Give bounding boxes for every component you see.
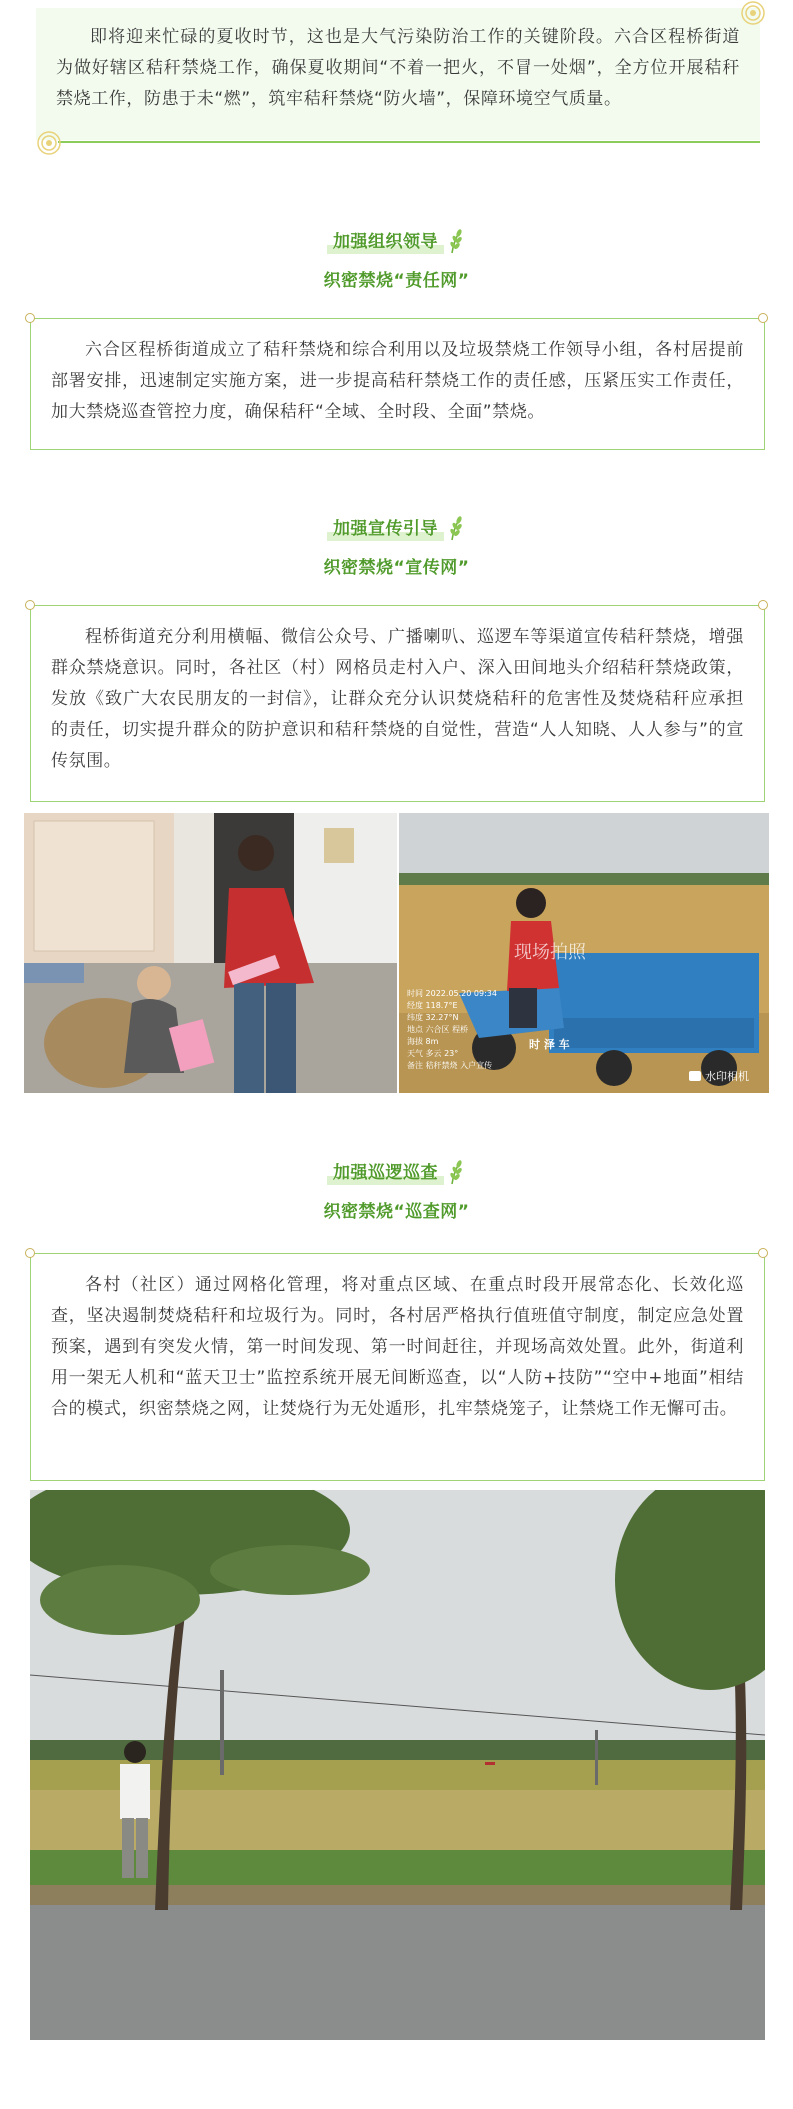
section-subtitle: 织密禁烧“责任网” <box>323 270 470 291</box>
corner-dot <box>758 313 768 323</box>
photo-field-patrol <box>30 1490 765 2040</box>
section-heading <box>0 514 793 578</box>
watermark-text: 现场拍照 <box>514 942 586 963</box>
section-heading <box>0 227 793 291</box>
cart-text: 时 泽 车 <box>529 1038 570 1051</box>
section-text: 各村（社区）通过网格化管理，将对重点区域、在重点时段开展常态化、长效化巡查，坚决遏制焚烧秸秆和垃圾行为。同时，各村居严格执行值班值守制度，制定应急处置预案，遇到有突发火情，第一时间发现、第一时间赶往，并现场高效处置。此外，街道利用一架无人机和“蓝天卫士”监控系统开展无间断巡查，以“人防+技防”“空中+地面”相结合的模式，织密禁烧之网，让焚烧行为无处遁形，扎牢禁烧笼子，让禁烧工作无懈可击。 <box>51 1275 744 1419</box>
section-title: 加强组织领导 <box>327 227 444 254</box>
section-title: 加强巡逻巡查 <box>327 1158 444 1185</box>
intro-text: 即将迎来忙碌的夏收时节，这也是大气污染防治工作的关键阶段。六合区程桥街道为做好辖区秸秆禁烧工作，确保夏收期间“不着一把火，不冒一处烟”，全方位开展秸秆禁烧工作，防患于未“燃”，筑牢秸秆禁烧“防火墙”，保障环境空气质量。 <box>56 27 740 109</box>
svg-text:经度 118.7°E: 经度 118.7°E <box>407 1001 458 1010</box>
corner-dot <box>25 600 35 610</box>
svg-text:时间 2022.05.20 09:34: 时间 2022.05.20 09:34 <box>407 989 497 998</box>
camera-label: 水印相机 <box>705 1070 749 1083</box>
svg-text:地点 六合区 程桥: 地点 六合区 程桥 <box>407 1025 469 1034</box>
corner-dot <box>758 1248 768 1258</box>
section-heading <box>0 1158 793 1222</box>
swirl-ornament-icon <box>740 0 766 26</box>
section-text: 程桥街道充分利用横幅、微信公众号、广播喇叭、巡逻车等渠道宣传秸秆禁烧，增强群众禁烧意识。同时，各社区（村）网格员走村入户、深入田间地头介绍秸秆禁烧政策，发放《致广大农民朋友的一封信》，让群众充分认识焚烧秸秆的危害性及焚烧秸秆应承担的责任，切实提升群众的防护意识和秸秆禁烧的自觉性，营造“人人知晓、人人参与”的宣传氛围。 <box>51 627 744 771</box>
section-text-box <box>30 318 765 450</box>
photo-patrol-tricycle <box>399 813 769 1093</box>
section-text-box <box>30 1253 765 1481</box>
camera-icon <box>689 1071 701 1081</box>
wheat-icon <box>446 1159 466 1189</box>
section-subtitle: 织密禁烧“宣传网” <box>323 557 470 578</box>
svg-text:纬度 32.27°N: 纬度 32.27°N <box>407 1013 459 1022</box>
svg-text:海拔 8m: 海拔 8m <box>407 1037 439 1046</box>
photo-door-to-door <box>24 813 397 1093</box>
wheat-icon <box>446 228 466 258</box>
intro-divider <box>58 141 760 143</box>
wheat-icon <box>446 515 466 545</box>
section-title: 加强宣传引导 <box>327 514 444 541</box>
corner-dot <box>25 313 35 323</box>
svg-text:备注 秸秆禁烧 入户宣传: 备注 秸秆禁烧 入户宣传 <box>407 1061 493 1070</box>
svg-text:天气 多云 23°: 天气 多云 23° <box>407 1049 459 1058</box>
corner-dot <box>758 600 768 610</box>
intro-box <box>36 8 760 140</box>
section-text-box <box>30 605 765 802</box>
swirl-ornament-icon <box>36 130 62 156</box>
section-text: 六合区程桥街道成立了秸秆禁烧和综合利用以及垃圾禁烧工作领导小组，各村居提前部署安排，迅速制定实施方案，进一步提高秸秆禁烧工作的责任感，压紧压实工作责任，加大禁烧巡查管控力度，确保秸秆“全域、全时段、全面”禁烧。 <box>51 340 744 422</box>
corner-dot <box>25 1248 35 1258</box>
section-subtitle: 织密禁烧“巡查网” <box>323 1201 470 1222</box>
